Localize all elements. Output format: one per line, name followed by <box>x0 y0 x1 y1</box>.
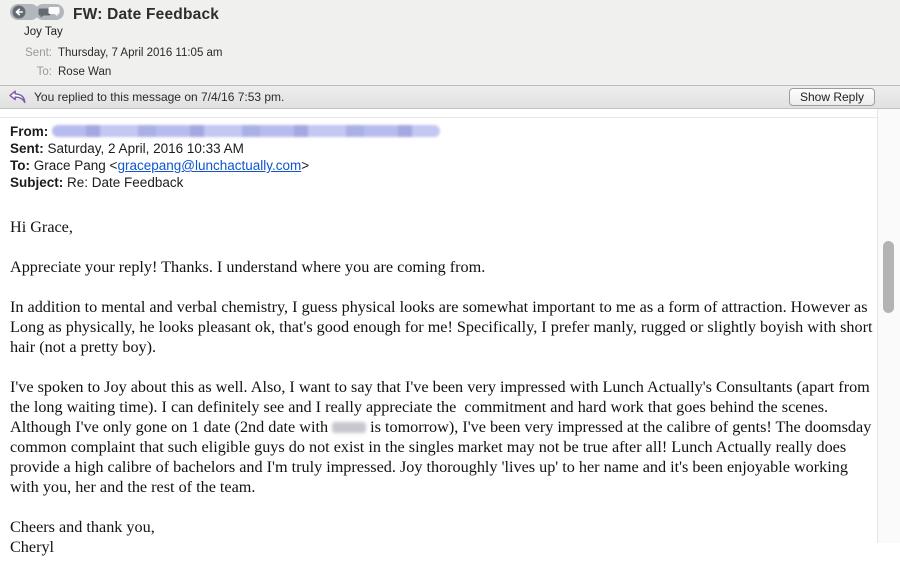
sent-value: Thursday, 7 April 2016 11:05 am <box>58 47 223 59</box>
paragraph-text: I've spoken to Joy about this as well. Also, I want to say that I've been very impressed with Lunch Actually's Consultants (apart from the long waiting time). I can definitely see and I really appreciate the commitment and hard work that goes behind the scenes. Although I've only gone on 1 date (2nd date with <box>10 378 874 436</box>
signoff-line: Cheers and thank you, <box>10 518 155 536</box>
message-header <box>0 0 900 85</box>
to-label: To: <box>10 158 30 173</box>
header-separator-line <box>0 117 877 118</box>
title-row <box>10 4 219 25</box>
body-paragraph: In addition to mental and verbal chemistry, I guess physical looks are somewhat important to me as a form of attraction. However as Long as physically, he looks pleasant ok, that's good enough for me! Specifically, I prefer manly, rugged or slightly boyish with short hair (not a pretty boy). <box>10 298 877 356</box>
to-suffix: > <box>301 158 310 173</box>
forwarded-mail-headers <box>10 123 440 191</box>
reply-indicator-badges <box>10 4 64 25</box>
subject-value: Re: Date Feedback <box>67 175 184 190</box>
from-row <box>10 123 440 140</box>
message-body-pane <box>0 109 900 556</box>
reply-status-text: You replied to this message on 7/4/16 7:53 pm. <box>34 90 285 104</box>
to-recipient-name: Grace Pang < <box>33 158 118 173</box>
scrollbar-thumb[interactable] <box>883 241 894 313</box>
recipient-email-link[interactable]: gracepang@lunchactually.com <box>117 158 302 173</box>
greeting: Hi Grace, <box>10 218 73 236</box>
subject-label: Subject: <box>10 175 64 190</box>
sent-label: Sent: <box>25 47 52 59</box>
from-label: From: <box>10 124 49 139</box>
redacted-name <box>332 422 366 433</box>
header-to-row <box>0 66 900 80</box>
redacted-from-address <box>52 125 440 137</box>
body-paragraph <box>10 377 877 497</box>
to-row <box>10 157 440 174</box>
subject-title: FW: Date Feedback <box>73 5 220 23</box>
subject-row <box>10 174 440 191</box>
body-paragraph: Appreciate your reply! Thanks. I understand where you are coming from. <box>10 258 486 276</box>
sent-row <box>10 140 440 157</box>
to-label: To: <box>36 66 52 78</box>
sign-off <box>10 517 877 557</box>
reply-status-bar <box>0 85 900 109</box>
to-value: Rose Wan <box>58 66 112 78</box>
email-body <box>10 217 877 577</box>
vertical-scrollbar[interactable] <box>877 109 900 543</box>
signature-name: Cheryl <box>10 538 55 556</box>
sender-name: Joy Tay <box>24 26 63 38</box>
sent-label: Sent: <box>10 141 44 156</box>
show-reply-button[interactable]: Show Reply <box>789 88 875 106</box>
paragraph-text: is tomorrow), I've been very impressed at the calibre of gents! The doomsday common complaint that such eligible guys do not exist in the singles market may not be true after all! Lunch Actually really does provide a high calibre of bachelors and I'm truly impressed. Joy thoroughly 'lives up' to her name and it's been enjoyable working with you, her and the rest of the team. <box>10 418 876 496</box>
sent-value: Saturday, 2 April, 2016 10:33 AM <box>47 141 244 156</box>
chat-bubbles-pill-icon <box>35 4 64 25</box>
header-sent-row <box>0 47 900 61</box>
reply-arrow-icon <box>8 90 27 104</box>
